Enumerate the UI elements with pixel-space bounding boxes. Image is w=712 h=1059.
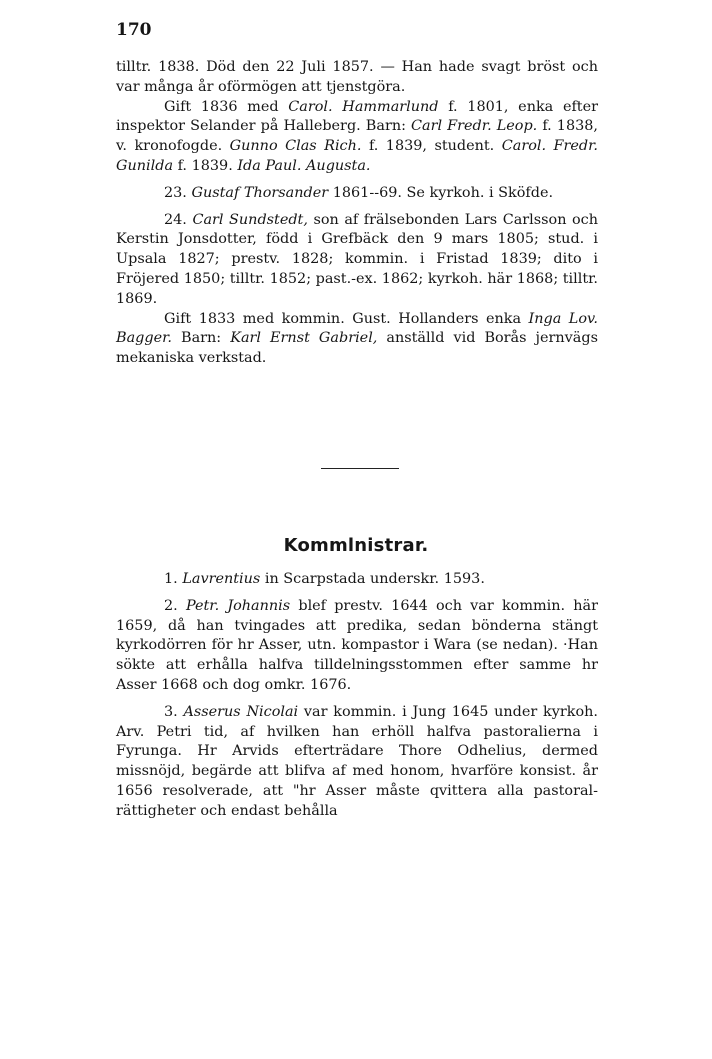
name-italic: Carl Sundstedt, xyxy=(192,211,308,228)
name-italic: Gunno Clas Rich. xyxy=(229,138,362,155)
entry-number: 3. xyxy=(164,703,184,720)
text-run: Gift 1836 med xyxy=(164,98,289,115)
name-italic: Carol. Hammarlund xyxy=(288,98,439,115)
section-heading: Kommlnistrar. xyxy=(283,535,429,556)
text-section-bottom xyxy=(116,570,598,822)
name-italic: Asserus Nicolai xyxy=(183,703,299,720)
name-italic: Carl Fredr. Leop. xyxy=(411,118,538,135)
text-run: f. 1801, enka efter inspektor Selander på Halleberg. Barn: xyxy=(116,98,598,135)
text-run: in Scarpstada underskr. 1593. xyxy=(260,571,485,587)
text-run: anställd vid Borås jernvägs mekaniska verkstad. xyxy=(116,330,598,367)
name-italic: Lavrentius xyxy=(182,571,261,587)
entry-number: 23. xyxy=(164,184,192,201)
text-run: Barn: xyxy=(171,330,231,347)
paragraph-entry-2 xyxy=(116,597,598,696)
entry-number: 1. xyxy=(164,571,183,587)
name-italic: Carol. Fredr. Gunilda xyxy=(116,138,598,174)
page-number: 170 xyxy=(116,20,152,40)
text-run: f. 1838, v. kronofogde. xyxy=(116,118,598,155)
paragraph-marriage-hammarlund xyxy=(116,98,598,177)
name-italic: Ida Paul. Augusta. xyxy=(237,157,371,174)
paragraph-entry-1 xyxy=(116,570,598,590)
paragraph-marriage-bagger xyxy=(116,310,598,369)
name-italic: Petr. Johannis xyxy=(185,597,291,614)
entry-number: 2. xyxy=(164,597,186,614)
paragraph-death-note xyxy=(116,58,598,98)
name-italic: Inga Lov. Bagger. xyxy=(116,310,598,347)
text-run: f. 1839, student. xyxy=(361,138,502,155)
paragraph-entry-24 xyxy=(116,211,598,310)
text-run: f. 1839. xyxy=(173,157,238,174)
text-run: 1861--69. Se kyrkoh. i Sköfde. xyxy=(328,184,554,201)
section-divider xyxy=(321,468,399,469)
paragraph-entry-3 xyxy=(116,703,598,822)
text-run: son af frälsebonden Lars Carlsson och Kerstin Jonsdotter, född i Grefbäck den 9 mars 1805; stud. i Upsala 1827; prestv. 1828; kommin. i Fristad 1839; dito i Fröjered 1850; tilltr. 1852; past.-ex. 1862; kyrkoh. här 1868; tilltr. 1869. xyxy=(116,211,598,307)
paragraph-text: tilltr. 1838. Död den 22 Juli 1857. — Han hade svagt bröst och var många år oförmögen att tjenstgöra. xyxy=(116,59,598,95)
entry-number: 24. xyxy=(164,211,193,228)
paragraph-entry-23 xyxy=(116,184,598,204)
text-run: var kommin. i Jung 1645 under kyrkoh. Arv. Petri tid, af hvilken han erhöll halfva pastoralierna i Fyrunga. Hr Arvids efterträdare Thore Odhelius, dermed missnöjd, begärde att blifva af med honom, hvarföre konsist. år 1656 resolverade, att "hr Asser måste qvittera alla pastoral-rättigheter och endast behålla xyxy=(116,703,598,819)
name-italic: Karl Ernst Gabriel, xyxy=(230,330,378,347)
text-run: Gift 1833 med kommin. Gust. Hollanders enka xyxy=(164,310,529,327)
text-run: blef prestv. 1644 och var kommin. här 1659, då han tvingades att predika, sedan bönderna stängt kyrkodörren för hr Asser, utn. kompastor i Wara (se nedan). ·Han sökte att erhålla halfva tilldelningsstommen efter samme hr Asser 1668 och dog omkr. 1676. xyxy=(116,597,599,693)
name-italic: Gustaf Thorsander xyxy=(191,184,329,201)
text-section-top xyxy=(116,58,598,369)
